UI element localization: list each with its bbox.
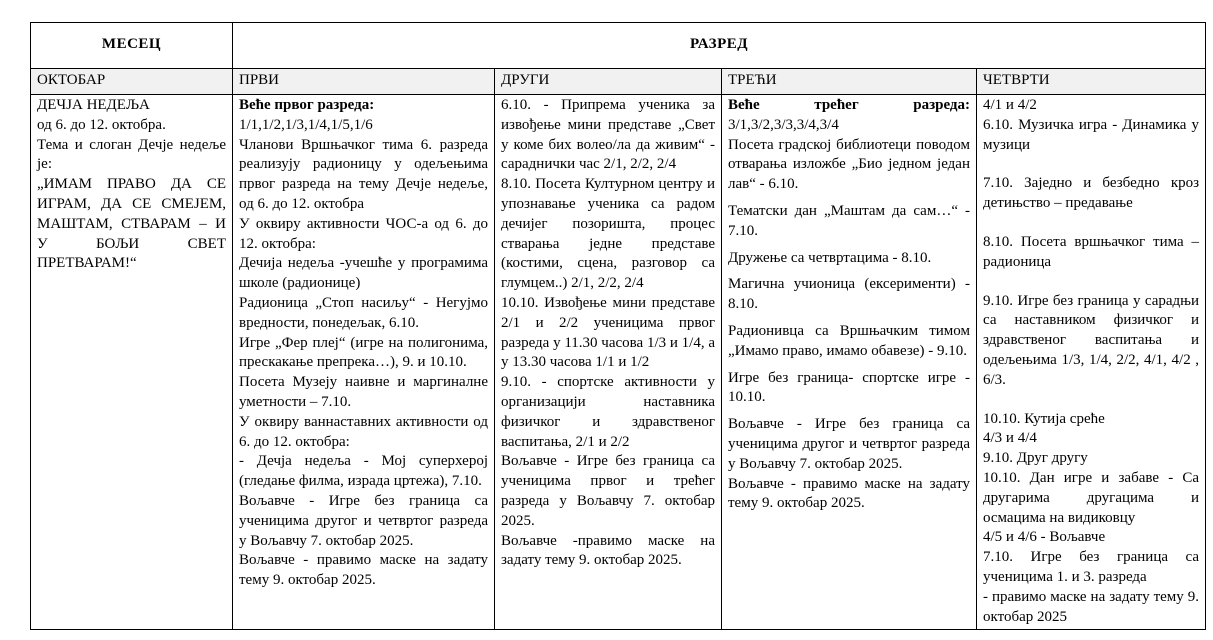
subheader-grade-second: ДРУГИ	[495, 69, 722, 95]
first-grade-cell	[233, 95, 495, 630]
subheader-grade-fourth: ЧЕТВРТИ	[977, 69, 1206, 95]
paragraph: 7.10. Заједно и безбедно кроз детињство – предавање	[983, 175, 1200, 212]
paragraph: 7.10. Игре без граница са ученицима 1. и 3. разреда	[983, 549, 1200, 585]
paragraph: 9.10. Игре без граница у сарадњи са наставником физичког и здравственог васпитања и одељењима 1/3, 1/4, 2/2, 4/1, 4/2 , 6/3.	[983, 292, 1200, 388]
paragraph: 3/1,3/2,3/3,3/4,3/4	[728, 116, 839, 133]
paragraph: 4/1 и 4/2	[983, 97, 1037, 113]
paragraph: Вољавче -правимо маске на задату тему 9. октобар 2025.	[501, 532, 715, 569]
subheader-month: ОКТОБАР	[31, 69, 233, 95]
schedule-table	[30, 22, 1206, 630]
month-header: МЕСЕЦ	[31, 23, 233, 69]
paragraph: Дечија недеља -учешће у програмима школе (радионице)	[239, 255, 488, 292]
paragraph: Радионивца са Вршњачким тимом „Имамо право, имамо обавезе) - 9.10.	[728, 322, 970, 359]
paragraph: Магична учионица (ексерименти) - 8.10.	[728, 276, 970, 313]
paragraph: Чланови Вршњачког тима 6. разреда реализују радионицу у одељењима првог разреда на тему Дечје недеље, од 6. до 12. октобра	[239, 136, 488, 212]
paragraph: Вољавче - Игре без граница са ученицима другог и четвртог разреда у Вољавчу 7. октобар 2025.	[239, 492, 488, 549]
paragraph: 8.10. Посета вршњачког тима – радионица	[983, 233, 1200, 270]
paragraph: 10.10. Дан игре и забаве - Са другарима другацима и осмацима на видиковцу	[983, 469, 1200, 526]
paragraph: 9.10. - спортске активности у организацији наставника физичког и здравственог васпитања, 2/1 и 2/2	[501, 374, 715, 450]
paragraph: Вољавче - Игре без граница са ученицима првог и трећег разреда у Вољавчу 7. октобар 2025.	[501, 453, 715, 529]
paragraph: 10.10. Кутија среће	[983, 410, 1105, 427]
paragraph: 9.10. Друг другу	[983, 450, 1088, 467]
paragraph: 4/5 и 4/6 - Вољавче	[983, 529, 1106, 546]
paragraph: Посета Музеју наивне и маргиналне уметности – 7.10.	[239, 374, 488, 410]
paragraph: 6.10. - Припрема ученика за извођење мини представе „Свет у коме бих волео/ла да живим“ - сараднички час 2/1, 2/2, 2/4	[501, 97, 715, 173]
paragraph: 6.10. Музичка игра - Динамика у музици	[983, 116, 1200, 153]
paragraph: 4/3 и 4/4	[983, 430, 1037, 447]
paragraph: Вољавче - правимо маске на задату тему 9. октобар 2025.	[239, 552, 488, 589]
paragraph	[983, 273, 1199, 292]
paragraph: 1/1,1/2,1/3,1/4,1/5,1/6	[239, 116, 373, 133]
paragraph: Игре без граница- спортске игре - 10.10.	[728, 369, 970, 406]
paragraph: Тематски дан „Маштам да сам…“ - 7.10.	[728, 202, 970, 239]
subheader-grade-third: ТРЕЋИ	[722, 69, 977, 95]
paragraph: ДЕЧЈА НЕДЕЉА	[37, 97, 150, 113]
month-activities-cell	[31, 95, 233, 630]
paragraph: Посета градској библиотеци поводом отварања изложбе „Био једном један лав“ - 6.10.	[728, 136, 970, 193]
paragraph: Вољавче - правимо маске на задату тему 9. октобар 2025.	[728, 475, 970, 512]
paragraph: У оквиру ваннаставних активности од 6. до 12. октобра:	[239, 413, 488, 450]
paragraph	[983, 391, 1199, 410]
grade-header: РАЗРЕД	[233, 23, 1206, 69]
paragraph: У оквиру активности ЧОС-а од 6. до 12. октобра:	[239, 215, 488, 252]
body-row	[31, 95, 1206, 630]
paragraph: Игре „Фер плеј“ (игре на полигонима, прескакање препрека…), 9. и 10.10.	[239, 334, 488, 371]
subheader-row	[31, 69, 1206, 95]
paragraph: - правимо маске на задату тему 9. октобар 2025	[983, 588, 1200, 625]
paragraph: „ИМАМ ПРАВО ДА СЕ ИГРАМ, ДА СЕ СМЕЈЕМ, МАШТАМ, СТВАРАМ – И У БОЉИ СВЕТ ПРЕТВАРАМ!“	[37, 176, 226, 272]
paragraph	[983, 155, 1199, 174]
header-row	[31, 23, 1206, 69]
paragraph: - Дечја недеља - Мој суперхерој (гледање филма, израда цртежа), 7.10.	[239, 453, 488, 490]
paragraph: Веће првог разреда:	[239, 97, 375, 113]
paragraph: 10.10. Извођење мини представе 2/1 и 2/2 ученицима првог разреда у 11.30 часова 1/3 и 1/4, а у 13.30 часова 1/1 и 1/2	[501, 294, 715, 371]
paragraph: Вољавче - Игре без граница са ученицима другог и четвртог разреда у Вољавчу 7. октобар 2025.	[728, 416, 970, 472]
paragraph: Тема и слоган Дечје недеље је:	[37, 136, 226, 173]
paragraph: Радионица „Стоп насиљу“ - Негујмо вредности, понедељак, 6.10.	[239, 294, 488, 331]
subheader-grade-first: ПРВИ	[233, 69, 495, 95]
paragraph: Веће трећег разреда:	[728, 97, 970, 113]
third-grade-cell	[722, 95, 977, 630]
fourth-grade-cell	[977, 95, 1206, 630]
paragraph: Дружење са четвртацима - 8.10.	[728, 249, 932, 266]
paragraph: 8.10. Посета Културном центру и упознавање ученика са радом дечијег позоришта, процес стварања једне представе (костими, сцена, разговор са глумцем..) 2/1, 2/2, 2/4	[501, 176, 715, 292]
second-grade-cell	[495, 95, 722, 630]
paragraph	[983, 214, 1199, 233]
paragraph: од 6. до 12. октобра.	[37, 116, 166, 133]
